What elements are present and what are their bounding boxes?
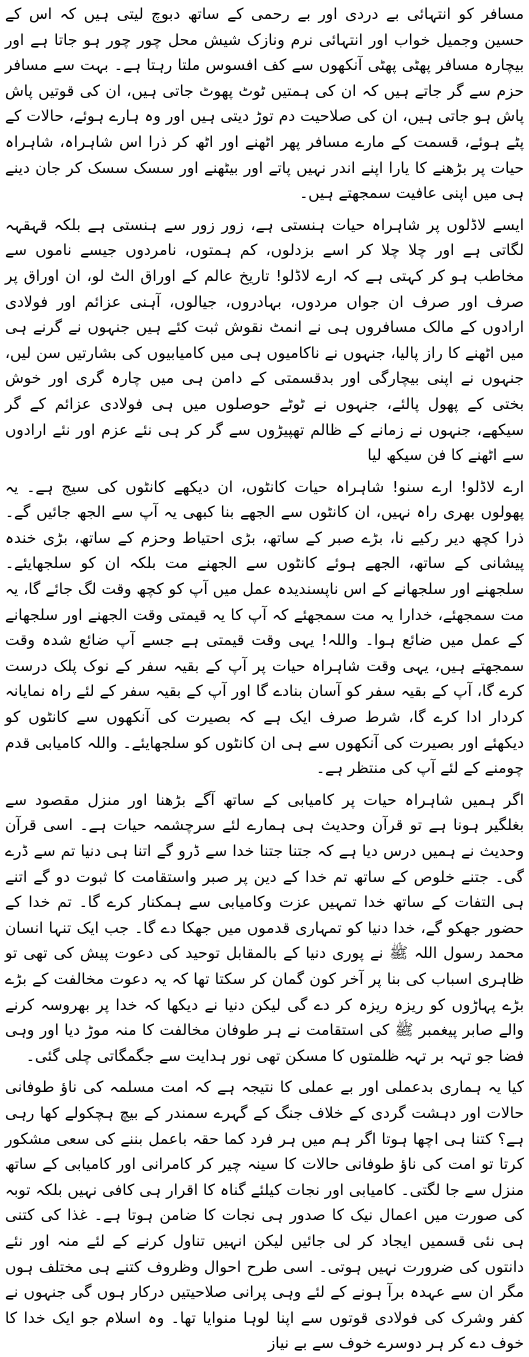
article-paragraph-1: مسافر کو انتہائی بے دردی اور بے رحمی کے ساتھ دبوچ لیتی ہیں کہ اس کے حسین وجمیل خواب اور انتہائی نرم ونازک شیش محل چور چور ہو جاتا ہے اور بیچارہ مسافر پھٹی پھٹی آنکھوں سے کف افسوس ملتا رہتا ہے۔ بہت سے مسافر حزم سے گر جاتے ہیں کہ ان کی ہمتیں ٹوٹ پھوٹ جاتی ہیں، ان کی قوتیں پاش پاش ہو جاتی ہیں، ان کی صلاحیت دم توڑ دیتی ہیں اور وہ ہارے ہوئے، حالات کے پٹے ہوئے، قسمت کے مارے مسافر پھر اٹھنے اور اٹھ کر ذرا اس شاہراہ، شاہراہ حیات پر بڑھنے کا یارا اپنے اندر نہیں پاتے اور بیٹھنے اور سسک سسک کر جان دینے ہی میں اپنی عافیت سمجھتے ہیں۔ bbox=[5, 5, 524, 203]
article-paragraph-5: کیا یہ ہماری بدعملی اور بے عملی کا نتیجہ ہے کہ امت مسلمہ کی ناؤ طوفانی حالات اور دہشت گردی کے خلاف جنگ کے گہرے سمندر کے بیچ ہچکولے کھا رہی ہے؟ کتنا ہی اچھا ہوتا اگر ہم میں ہر فرد کما حقہ باعمل بننے کی سعی مشکور کرتا تو امت کی ناؤ طوفانی حالات کا سینہ چیر کر کامرانی اور کامیابی کے ساتھ منزل سے جا لگتی۔ کامیابی اور نجات کیلئے گناہ کا اقرار ہی کافی نہیں بلکہ توبہ کی صورت میں اعمال نیک کا صدور ہی نجات کا ضامن ہوتا ہے۔ غذا کی کتنی ہی نئی قسمیں ایجاد کر لی جائیں لیکن انہیں تناول کرنے کے لئے منہ اور نئے دانتوں کی ضرورت نہیں ہوتی۔ اسی طرح احوال وظروف کتنے ہی مختلف ہوں مگر ان سے عہدہ برآ ہونے کے لئے وہی پرانی صلاحیتیں درکار ہوں گی جنہوں نے کفر وشرک کی فولادی قوتوں سے اپنا لوہا منوایا تھا۔ وہ اسلام جو ایک خدا کا خوف دے کر ہر دوسرے خوف سے بے نیاز bbox=[5, 1078, 524, 1353]
article-paragraph-2: ایسے لاڈلوں پر شاہراہ حیات ہنستی ہے، زور زور سے ہنستی ہے بلکہ قہقہہ لگاتی ہے اور چلا چلا کر اسے بزدلوں، کم ہمتوں، نامردوں جیسے ناموں سے مخاطب ہو کر کہتی ہے کہ ارے لاڈلو! تاریخ عالم کے اوراق الٹ لو، ان اوراق پر صرف اور صرف ان جواں مردوں، بہادروں، جیالوں، آہنی عزائم اور فولادی ارادوں کے مالک مسافروں ہی نے انمٹ نقوش ثبت کئے ہیں جنہوں نے گرنے ہی میں اٹھنے کا راز پالیا، جنہوں نے ناکامیوں ہی میں کامیابیوں کی بشارتیں سن لیں، جنہوں نے اپنی بیچارگی اور بدقسمتی کے دامن ہی میں چارہ گری اور خوش بختی کے پھول پالئے، جنہوں نے ٹوٹے حوصلوں میں ہی فولادی عزائم کے گر سیکھے، جنہوں نے زمانے کے ظالم تھپیڑوں سے گر کر ہی نئے عزم اور نئے ارادوں سے اٹھنے کا فن سیکھ لیا bbox=[5, 215, 524, 465]
article-paragraph-4: اگر ہمیں شاہراہ حیات پر کامیابی کے ساتھ آگے بڑھنا اور منزل مقصود سے بغلگیر ہونا ہے تو قرآن وحدیث ہی ہمارے لئے سرچشمہ حیات ہے۔ اسی قرآن وحدیث نے ہمیں درس دیا ہے کہ جتنا جتنا خدا سے ڈرو گے اتنا ہی دنیا تم سے ڈرے گی۔ جتنے خلوص کے ساتھ تم خدا کے دین پر صبر واستقامت کا ثبوت دو گے اتنے ہی التفات کے ساتھ خدا تمہیں عزت وکامیابی سے ہمکنار کرے گا۔ تم خدا کے حضور جھکو گے، خدا دنیا کو تمہاری قدموں میں جھکا دے گا۔ جب ایک تنہا انسان محمد رسول اللہ ﷺ نے پوری دنیا کے بالمقابل توحید کی دعوت پیش کی تھی تو ظاہری اسباب کی بنا پر آخر کون گمان کر سکتا تھا کہ یہ دعوت مخالفت کے بڑے بڑے پہاڑوں کو ریزہ ریزہ کر دے گی لیکن دنیا نے دیکھا کہ خدا پر بھروسہ کرنے والے صابر پیغمبر ﷺ کی استقامت نے ہر طوفان مخالفت کا منہ موڑ دیا اور وہی فضا جو تہہ بر تہہ ظلمتوں کا مسکن تھی نور ہدایت سے جگمگاتی چلی گئی۔ bbox=[5, 790, 524, 1065]
article-paragraph-3: ارے لاڈلو! ارے سنو! شاہراہ حیات کانٹوں، ان دیکھے کانٹوں کی سیج ہے۔ یہ پھولوں بھری راہ نہیں، ان کانٹوں سے الجھے بنا کبھی یہ آپ سے الجھ جائیں گے۔ ذرا کچھ دیر رکیے نا، بڑے صبر کے ساتھ، بڑی احتیاط وحزم کے ساتھ، بڑی خندہ پیشانی کے ساتھ، الجھے ہوئے کانٹوں سے الجھنے مت بلکہ ان کو سلجھایئے۔ سلجھنے اور سلجھانے کے اس ناپسندیدہ عمل میں آپ کو کچھ وقت لگ جائے گا، یہ مت سمجھئے، خدارا یہ مت سمجھئے کہ آپ کا یہ قیمتی وقت الجھنے اور سلجھانے کے عمل میں ضائع ہوا۔ واللہ! یہی وقت قیمتی ہے جسے آپ ضائع شدہ وقت سمجھتے ہیں، یہی وقت شاہراہ حیات پر آپ کے بقیہ سفر کے نوک پلک درست کرے گا، آپ کے بقیہ سفر کو آسان بنادے گا اور آپ کے بقیہ سفر کے لئے راہ نمایانہ کردار ادا کرے گا، شرط صرف ایک ہے کہ بصیرت کی آنکھوں سے کانٹوں کو دیکھئے اور بصیرت کی آنکھوں سے ہی ان کانٹوں کو سلجھایئے۔ واللہ کامیابی قدم چومنے کے لئے آپ کی منتظر ہے۔ bbox=[5, 477, 524, 778]
